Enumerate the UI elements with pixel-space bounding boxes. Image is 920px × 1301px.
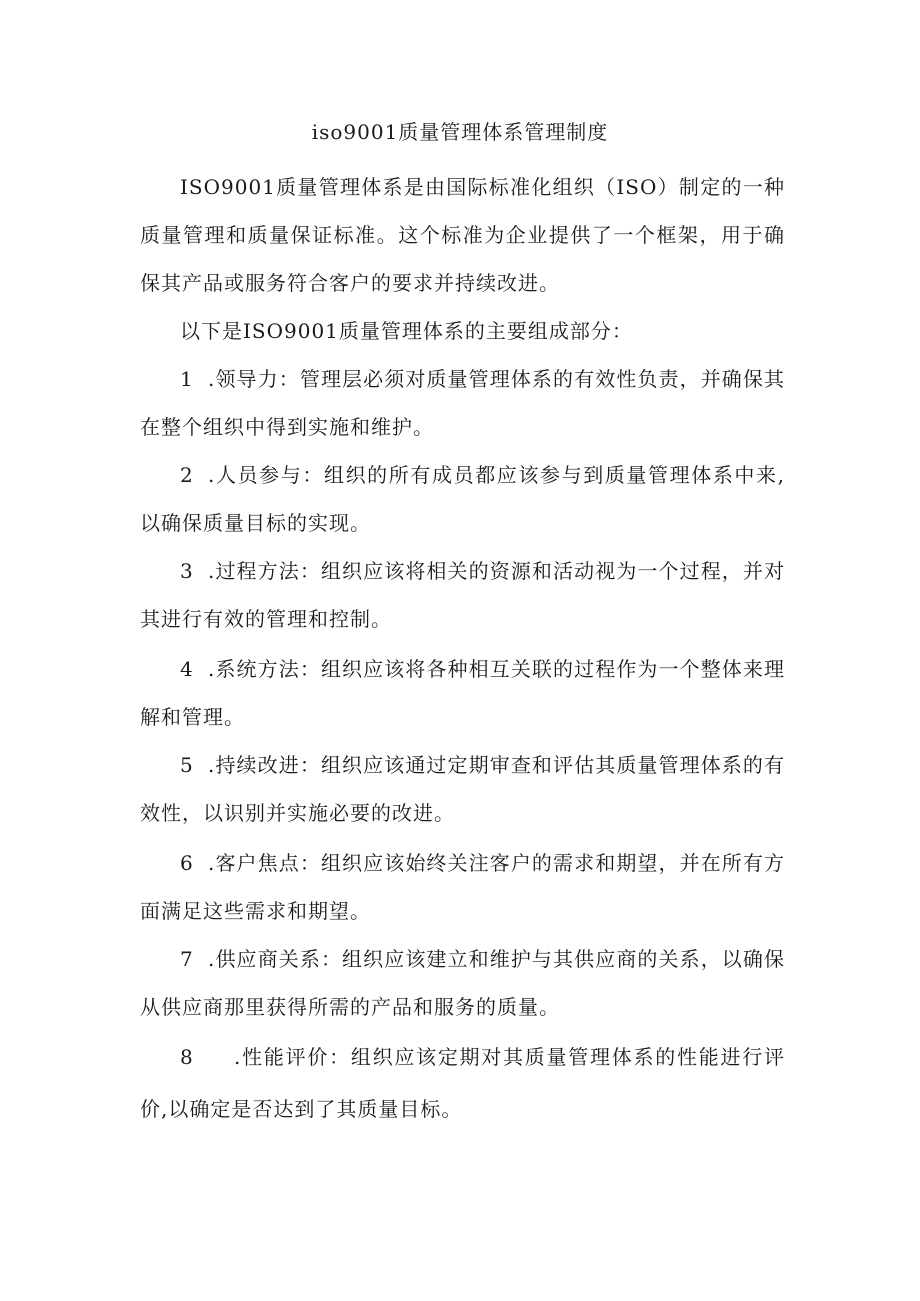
list-item-number: 2 (180, 463, 194, 487)
list-item-text: .人员参与：组织的所有成员都应该参与到质量管理体系中来,以确保质量目标的实现。 (140, 463, 785, 535)
list-item-number: 4 (180, 657, 194, 681)
list-item-number: 5 (180, 753, 194, 777)
list-item-text: .客户焦点：组织应该始终关注客户的需求和期望，并在所有方面满足这些需求和期望。 (140, 851, 785, 923)
list-item-text: .领导力：管理层必须对质量管理体系的有效性负责，并确保其在整个组织中得到实施和维护。 (140, 367, 785, 439)
list-item (140, 741, 785, 837)
list-item-number: 3 (180, 559, 194, 583)
list-item (140, 1031, 785, 1135)
list-item-number: 7 (180, 947, 194, 971)
list-item (140, 645, 785, 741)
list-item (140, 451, 785, 547)
list-item (140, 839, 785, 935)
list-item-text: .过程方法：组织应该将相关的资源和活动视为一个过程，并对其进行有效的管理和控制。 (140, 559, 785, 631)
list-item (140, 935, 785, 1031)
list-item-text: .性能评价：组织应该定期对其质量管理体系的性能进行评价,以确定是否达到了其质量目标。 (140, 1045, 785, 1121)
list-item-text: .系统方法：组织应该将各种相互关联的过程作为一个整体来理解和管理。 (140, 657, 785, 729)
list-item (140, 355, 785, 451)
list-item (140, 547, 785, 643)
list-item-text: .供应商关系：组织应该建立和维护与其供应商的关系，以确保从供应商那里获得所需的产品和服务的质量。 (140, 947, 785, 1019)
list-item-text: .持续改进：组织应该通过定期审查和评估其质量管理体系的有效性，以识别并实施必要的改进。 (140, 753, 785, 825)
intro-paragraph: ISO9001质量管理体系是由国际标准化组织（ISO）制定的一种质量管理和质量保证标准。这个标准为企业提供了一个框架，用于确保其产品或服务符合客户的要求并持续改进。 (140, 175, 785, 295)
lead-paragraph: 以下是ISO9001质量管理体系的主要组成部分： (180, 319, 633, 343)
document-title: iso9001质量管理体系管理制度 (311, 120, 609, 144)
list-item-number: 1 (180, 367, 194, 391)
list-item-number: 8 (180, 1045, 194, 1069)
list-item-number: 6 (180, 851, 194, 875)
